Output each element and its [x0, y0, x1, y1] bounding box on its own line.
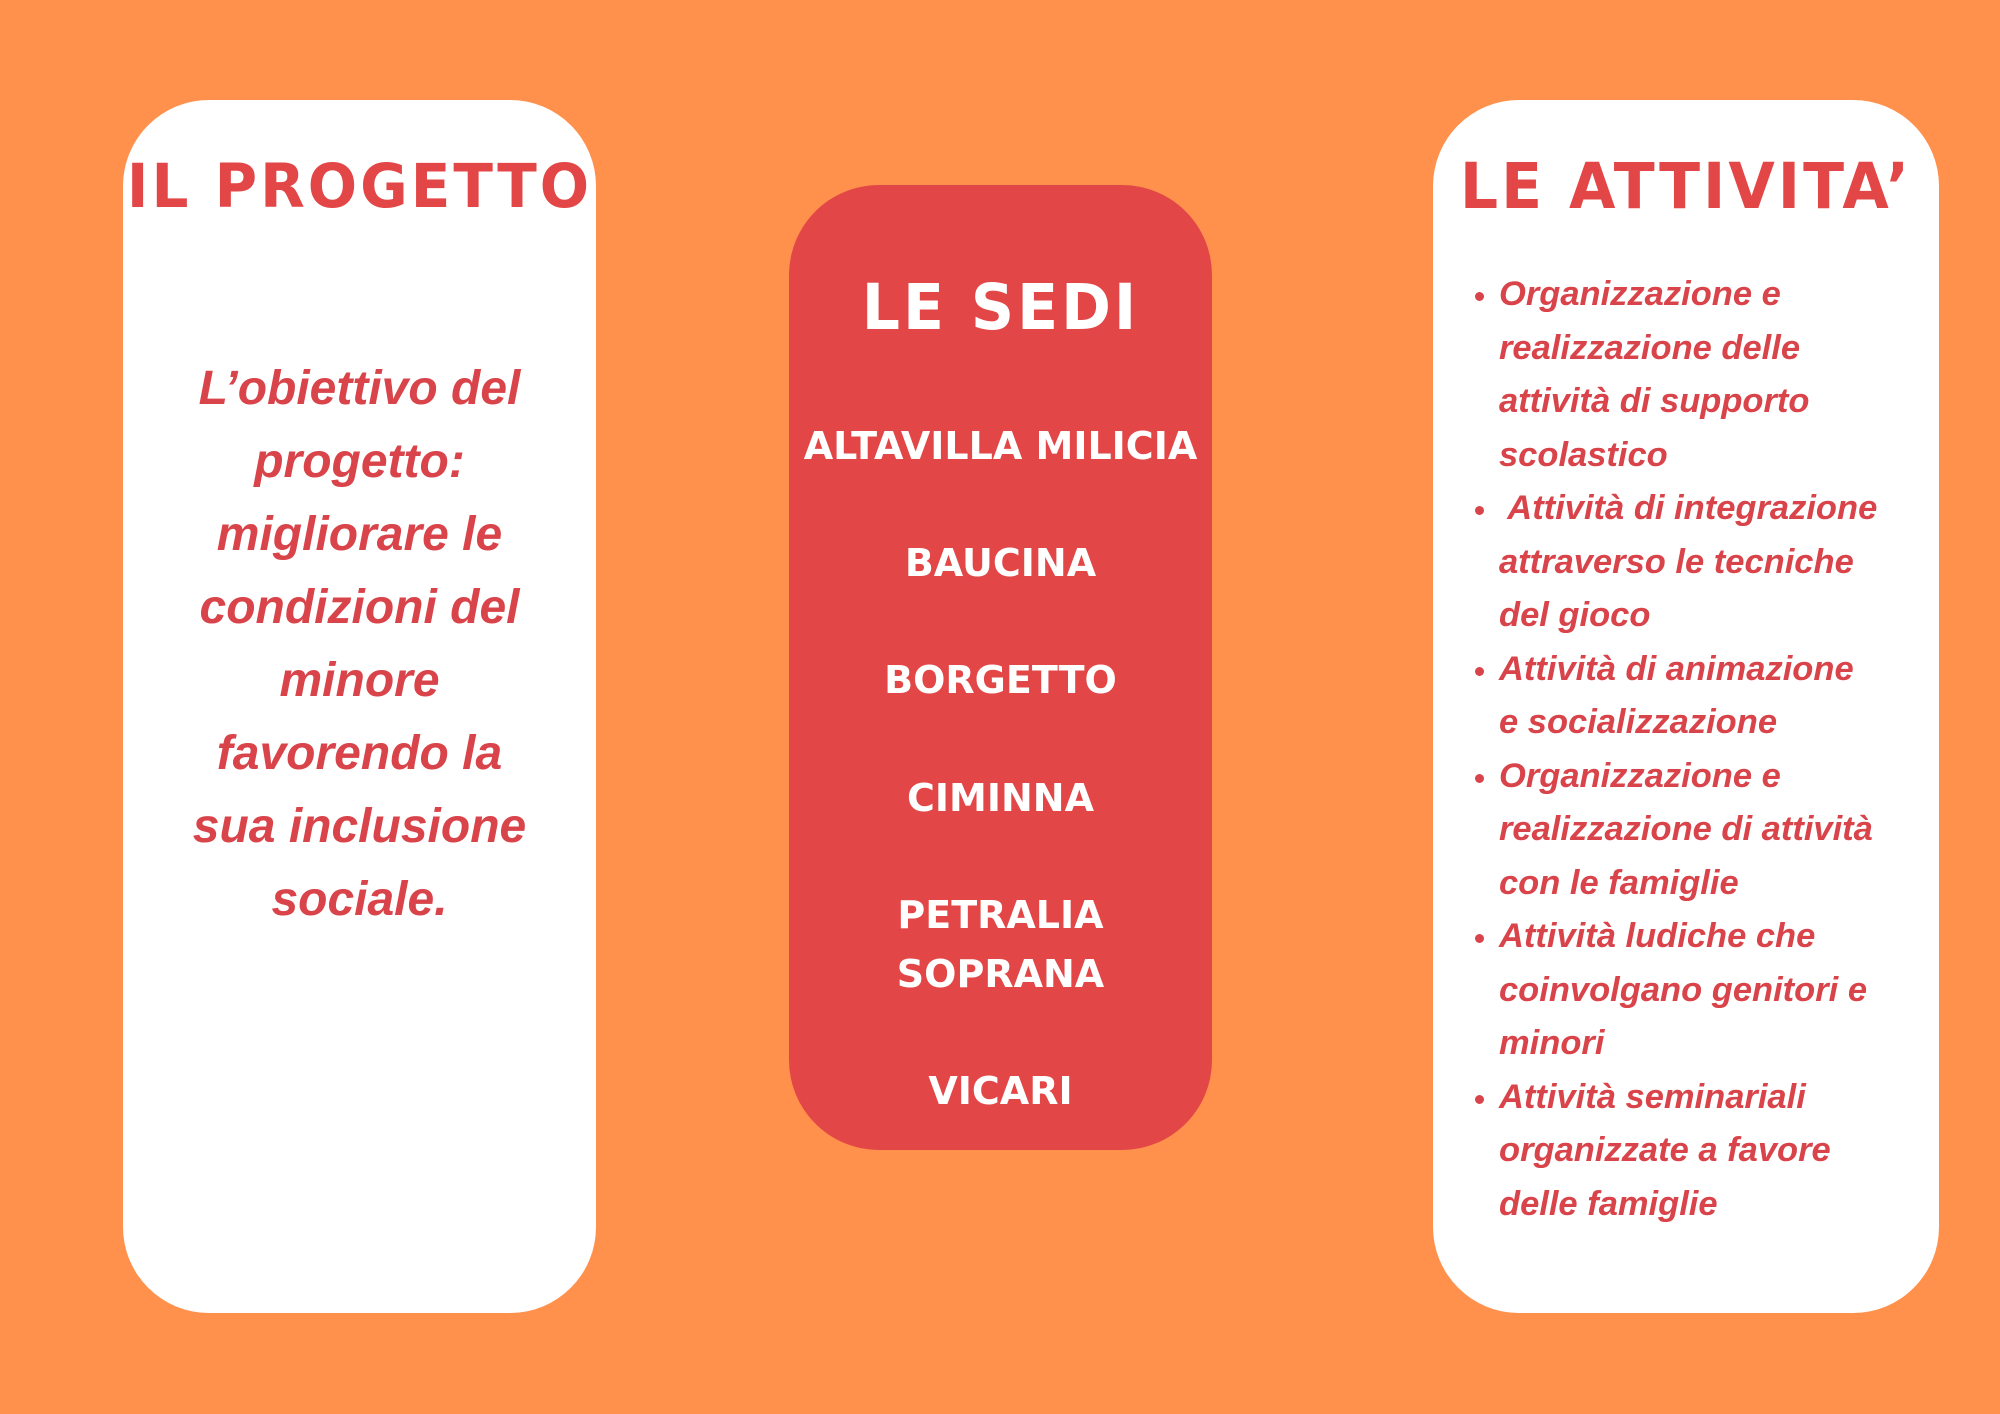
project-objective	[143, 352, 576, 936]
activity-line: con le famiglie	[1499, 863, 1739, 902]
locations-panel	[789, 185, 1212, 1150]
objective-line: sua inclusione	[192, 800, 527, 853]
location-name: PETRALIA	[897, 893, 1104, 937]
activity-line: scolastico	[1499, 435, 1668, 474]
activity-line: Attività di animazione	[1499, 649, 1854, 688]
location-name: ALTAVILLA MILICIA	[803, 424, 1198, 468]
activity-line: realizzazione delle	[1499, 328, 1801, 367]
objective-line: favorendo la	[216, 727, 503, 780]
activity-item	[1499, 643, 1933, 750]
activity-line: attività di supporto	[1499, 382, 1810, 420]
location-item	[789, 651, 1212, 710]
project-heading: IL PROGETTO	[126, 150, 593, 222]
activities-panel	[1433, 100, 1939, 1313]
activity-line: delle famiglie	[1499, 1184, 1718, 1223]
activity-line: Attività seminariali	[1499, 1077, 1806, 1116]
location-name: BAUCINA	[904, 541, 1097, 585]
activity-line: minori	[1499, 1024, 1605, 1062]
locations-heading: LE SEDI	[861, 271, 1140, 345]
location-name: SOPRANA	[896, 952, 1105, 996]
location-name: CIMINNA	[907, 776, 1094, 820]
activity-line: Organizzazione e	[1499, 756, 1781, 795]
activity-line: del gioco	[1499, 596, 1651, 634]
activity-item	[1499, 482, 1933, 643]
location-name: VICARI	[928, 1069, 1073, 1113]
activities-heading: LE ATTIVITA’	[1459, 150, 1913, 224]
location-item	[789, 417, 1212, 476]
location-item	[789, 769, 1212, 828]
location-item	[789, 534, 1212, 593]
activity-line: Organizzazione e	[1499, 275, 1781, 313]
location-name: BORGETTO	[884, 658, 1117, 702]
activity-line: Attività di integrazione	[1499, 489, 1878, 527]
activity-line: realizzazione di attività	[1499, 810, 1873, 848]
objective-line: minore	[279, 654, 440, 707]
location-item	[789, 1062, 1212, 1121]
activity-line: organizzate a favore	[1499, 1131, 1831, 1169]
activity-line: attraverso le tecniche	[1499, 542, 1854, 581]
activities-list	[1433, 268, 1933, 1231]
activity-item	[1499, 910, 1933, 1071]
activity-line: coinvolgano genitori e	[1499, 970, 1868, 1009]
objective-line: sociale.	[271, 873, 448, 926]
location-item	[789, 886, 1212, 1004]
activity-item	[1499, 750, 1933, 911]
project-panel	[123, 100, 596, 1313]
objective-line: progetto:	[254, 435, 465, 488]
activity-item	[1499, 1071, 1933, 1232]
activity-line: e socializzazione	[1499, 703, 1778, 741]
objective-line: condizioni del	[199, 581, 520, 634]
objective-line: migliorare le	[216, 508, 503, 561]
objective-line: L’obiettivo del	[198, 362, 521, 415]
activity-item	[1499, 268, 1933, 482]
activity-line: Attività ludiche che	[1499, 917, 1816, 955]
